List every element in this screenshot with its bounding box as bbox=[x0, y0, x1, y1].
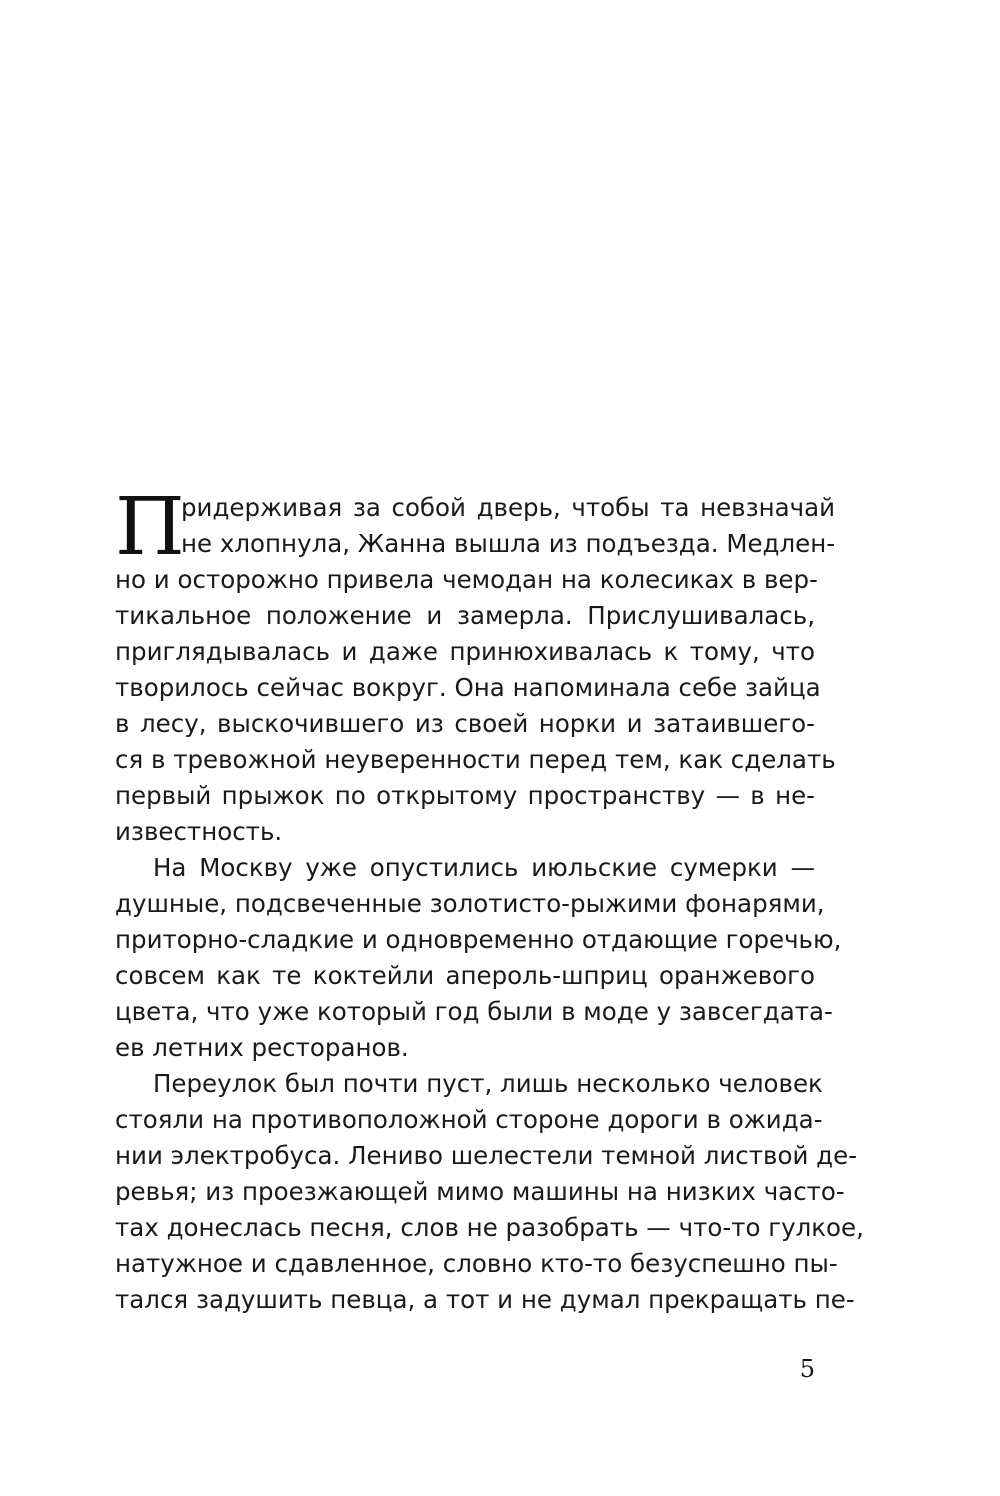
text-line: но и осторожно привела чемодан на колесиках в вер- bbox=[115, 565, 818, 594]
text-line: цвета, что уже который год были в моде у завсегдата- bbox=[115, 997, 833, 1026]
text-line: натужное и сдавленное, словно кто-то безуспешно пы- bbox=[115, 1249, 838, 1278]
text-line: тался задушить певца, а тот и не думал прекращать пе- bbox=[115, 1285, 855, 1314]
opening-lines bbox=[181, 490, 835, 562]
text-line: душные, подсвеченные золотисто-рыжими фонарями, bbox=[115, 889, 825, 918]
text-line: в лесу, выскочившего из своей норки и затаившего- bbox=[115, 709, 815, 738]
text-line: приглядывалась и даже принюхивалась к тому, что bbox=[115, 637, 815, 666]
drop-cap: П bbox=[115, 480, 183, 573]
text-line: известность. bbox=[115, 817, 283, 846]
opening-row bbox=[115, 480, 836, 573]
text-line: приторно-сладкие и одновременно отдающие горечью, bbox=[115, 925, 842, 954]
text-line: ся в тревожной неуверенности перед тем, как сделать bbox=[115, 745, 836, 774]
page-number: 5 bbox=[799, 1355, 815, 1383]
text-line: тах донеслась песня, слов не разобрать — что-то гулкое, bbox=[115, 1213, 864, 1242]
text-line: стояли на противоположной стороне дороги в ожида- bbox=[115, 1105, 823, 1134]
text-line: творилось сейчас вокруг. Она напоминала себе зайца bbox=[115, 673, 821, 702]
text-line: ев летних ресторанов. bbox=[115, 1033, 409, 1062]
text-line: тикальное положение и замерла. Прислушивалась, bbox=[115, 601, 815, 630]
text-line: ридерживая за собой дверь, чтобы та невзначай bbox=[181, 493, 836, 522]
paragraph-3 bbox=[115, 1066, 864, 1318]
text-line: не хлопнула, Жанна вышла из подъезда. Медлен- bbox=[181, 529, 836, 558]
body-text bbox=[115, 480, 864, 1318]
paragraph-2 bbox=[115, 850, 842, 1066]
paragraph-1 bbox=[115, 562, 836, 850]
text-line: На Москву уже опустились июльские сумерки — bbox=[153, 853, 815, 882]
text-line: Переулок был почти пуст, лишь несколько человек bbox=[153, 1069, 823, 1098]
text-line: совсем как те коктейли апероль-шприц оранжевого bbox=[115, 961, 815, 990]
text-line: ревья; из проезжающей мимо машины на низких часто- bbox=[115, 1177, 845, 1206]
text-line: первый прыжок по открытому пространству — в не- bbox=[115, 781, 815, 810]
text-line: нии электробуса. Лениво шелестели темной листвой де- bbox=[115, 1141, 858, 1170]
